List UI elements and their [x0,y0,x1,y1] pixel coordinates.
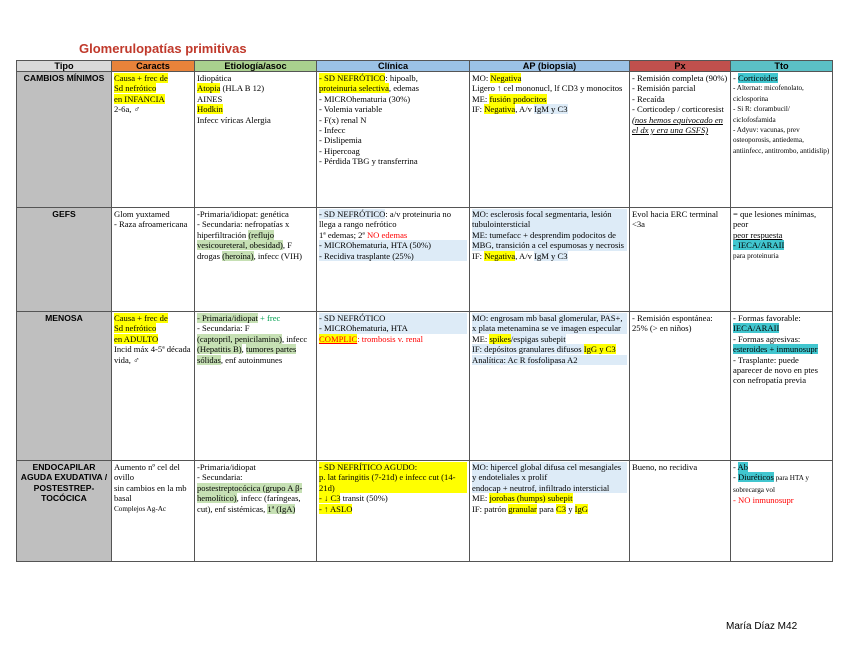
cell-text: Complejos Ag-Ac [114,504,167,513]
cell-text: - SD NEFRÓTICO [319,209,386,219]
cell-text: - MICROhematuria, HTA (50%) [319,240,467,250]
author-footer: María Díaz M42 [726,621,798,632]
cell-text: Analítica: Ac R fosfolipasa A2 [472,355,627,365]
cell-text: Glom yuxtamed [114,209,170,219]
cell-text: - Volemia variable [319,104,383,115]
cell-text: IF: patrón [472,503,509,514]
cell-text: 2-6a, ♂ [114,104,141,115]
cell-text: MO: engrosam mb basal glomerular, PAS+, x plata metenamina se ve imagen especular [472,313,627,334]
ap-cell [470,312,630,461]
table-row [17,312,833,461]
cell-text: tumores partes sólidas [197,344,297,365]
px-cell [630,461,731,562]
cell-text: + frec [257,313,281,323]
cell-text: AINES [197,93,223,104]
cell-text: - ↓ C3 [319,493,341,504]
cell-text: spikes [489,333,511,344]
header-tipo: Tipo [17,61,112,72]
table-row [17,461,833,562]
row-type-cell: MENOSA [17,312,112,461]
cell-text: - Recidiva trasplante (25%) [319,251,467,261]
cell-text: sin cambios en la mb basal [114,482,187,504]
cell-text: Incid máx 4-5ª década vida, ♂ [114,344,191,365]
caracts-cell [112,72,195,208]
cell-text: , [241,344,246,355]
cell-text: (captopril, penicilamina) [197,333,282,344]
cell-text: -Primaria/idiopat: genética [197,209,289,219]
cell-text: - Infecc [319,125,346,136]
cell-text: granular [508,503,537,514]
cell-text: - F(x) renal N [319,114,367,125]
header-caracts: Caracts [112,61,195,72]
cell-text: , F drogas [197,240,292,261]
cell-text: , enf autoinmunes [220,354,283,365]
table-row [17,208,833,312]
cell-text: - Pérdida TBG y transferrina [319,156,418,167]
cell-text: C3 [556,503,567,514]
cell-text: Evol hacia ERC terminal <3a [632,209,719,230]
cell-text: - IECA/ARAII [733,240,785,251]
cell-text: Bueno, no recidiva [632,462,698,472]
cell-text: en ADULTO [114,333,159,344]
cell-text: esteroides + inmunosupr [733,344,818,355]
cell-text: Aumento nº cel del ovillo [114,462,180,483]
ap-cell [470,208,630,312]
cell-text: - Si R: clorambucil/ ciclofosfamida [733,105,790,124]
header-etiologia: Etiología/asoc [195,61,317,72]
tto-cell: - Ab - Diuréticos para HTA y sobrecarga vol - NO inmunosupr [731,461,833,562]
glomerulopathy-table [16,60,833,562]
cell-text: p. lat faringitis (7-21d) e infecc cut (14-21d) [319,472,467,493]
row-type-cell: CAMBIOS MÍNIMOS [17,72,112,208]
row-type-cell: ENDOCAPILAR AGUDA EXUDATIVA / POSTESTREP-TOCÓCICA [17,461,112,562]
cell-text: ME: [472,93,490,104]
px-cell [630,72,731,208]
table-row [17,72,833,208]
cell-text: (heroína) [222,250,254,261]
ap-cell [470,72,630,208]
tto-cell [731,312,833,461]
tto-cell [731,208,833,312]
cell-text: Negativa [484,104,516,115]
caracts-cell [112,461,195,562]
cell-text: Infecc víricas Alergia [197,114,271,125]
cell-text: IF: depósitos granulares difusos [472,344,584,355]
cell-text: -Primaria/idiopat [197,462,256,472]
cell-text: y [566,503,575,514]
cell-text: NO edemas [366,229,408,240]
cell-text: ME: [472,333,490,344]
px-cell [630,312,731,461]
etiologia-cell [195,312,317,461]
cell-text: - Corticodep / corticoresist [632,104,724,115]
cell-text: - Secundaria: [197,472,243,483]
caracts-cell [112,312,195,461]
ap-cell [470,461,630,562]
cell-text: - Hipercoag [319,145,360,156]
cell-text: - Dislipemia [319,135,362,146]
header-px: Px [630,61,731,72]
cell-text: para HTA y sobrecarga vol [733,474,809,494]
cell-text: /espigas subepit [510,333,566,344]
cell-text: para [536,503,557,514]
header-ap: AP (biopsia) [470,61,630,72]
cell-text: , A/v [515,250,535,261]
caracts-cell [112,208,195,312]
cell-text: : trombosis v. renal [357,333,423,344]
cell-text: proteinuria selectiva [319,83,389,94]
cell-text: - SD NEFRÍTICO AGUDO: [319,462,467,472]
clinica-cell [317,461,470,562]
cell-text: - Primaria/idiopat [197,313,258,323]
etiologia-cell [195,461,317,562]
cell-text: Negativa [490,73,522,83]
cell-text: MO: esclerosis focal segmentaria, lesión tubulointersticial [472,209,627,230]
etiologia-cell [195,208,317,312]
cell-text: Diuréticos [738,472,774,483]
cell-text: IgG y C3 [583,344,616,355]
cell-text: - Remisión parcial [632,83,696,94]
cell-text: Causa + frec de [114,73,168,83]
cell-text: para proteinuria [733,251,779,260]
cell-text: - ↑ ASLO [319,503,353,514]
cell-text: , A/v [515,104,535,115]
cell-text: IgG [574,503,589,514]
header-row [17,61,833,72]
cell-text: COMPLIC [319,333,358,344]
cell-text: ME: [472,493,490,504]
cell-text: Sd nefrótico [114,83,157,94]
clinica-cell [317,312,470,461]
cell-text: = que lesiones mínimas, peor [733,209,817,230]
cell-text: IECA/ARAII [733,323,780,334]
cell-text: - Recaída [632,93,665,104]
cell-text: IF: [472,104,485,115]
cell-text: IgM y C3 [534,250,568,261]
cell-text: Corticoides [738,73,778,83]
cell-text: fusión podocitos [489,93,547,104]
cell-text: - MICROhematuria, HTA [319,323,467,333]
header-tto: Tto [731,61,833,72]
cell-text: IgM y C3 [534,104,568,115]
cell-text: Atopia [197,83,221,94]
clinica-cell [317,72,470,208]
cell-text: Negativa [484,250,516,261]
cell-text: IF: [472,250,485,261]
cell-text: postestreptocócica (grupo A β-hemolítico) [197,482,303,504]
cell-text: - Secundaria: nefropatías x hiperfiltración [197,219,290,240]
clinica-cell [317,208,470,312]
cell-text: jorobas (humps) subepit [489,493,573,504]
row-type-cell: GEFS [17,208,112,312]
cell-text: MO: [472,73,491,83]
cell-text: 1ª (IgA) [267,503,296,514]
cell-text: (HLA B 12) [220,83,265,94]
cell-text: Ligero ↑ cel mononucl, lf CD3 y monocitos [472,83,623,94]
cell-text: (nos hemos equivocado en el dx y era una GSFS) [632,114,723,136]
cell-text: endocap + neutrof, infiltrado intersticial [472,483,627,493]
cell-text: - Remisión espontánea: 25% (> en niños) [632,313,713,334]
cell-text: - Alternat: micofenolato, ciclosporina [733,84,804,103]
cell-text: Causa + frec de [114,313,168,323]
cell-text: peor respuesta [733,229,783,240]
px-cell [630,208,731,312]
cell-text: - Secundaria: F [197,323,250,334]
cell-text: : a/v proteinuria no llega a rango nefrótico [319,209,452,230]
cell-text: - Adyuv: vacunas, prev osteoporosis, antiedema, antiinfecc, antitrombo, antidislip) [733,126,830,155]
cell-text: (Hepatitis B) [197,344,242,355]
cell-text: - Trasplante: puede aparecer de novo en ptes con nefropatía previa [733,354,818,386]
cell-text: - SD NEFRÓTICO [319,73,386,83]
cell-text: - Formas agresivas: [733,333,801,344]
cell-text: Sd nefrótico [114,323,157,334]
cell-text: - Formas favorable: [733,313,801,323]
cell-text: , infecc (VIH) [253,250,303,261]
cell-text: - Raza afroamericana [114,219,188,230]
cell-text: , infecc (faríngeas, cut), enf sistémicas, [197,493,301,514]
cell-text: ME: tumefacc + desprendim podocitos de MBG, transición a cel espumosas y necrosis [472,230,627,251]
cell-text: - Remisión completa (90%) [632,73,728,83]
cell-text: Hodkin [197,104,223,115]
cell-text: en INFANCIA [114,93,165,104]
header-clinica: Clínica [317,61,470,72]
cell-text: transit (50%) [340,493,388,504]
cell-text: (reflujo vesicoureteral, obesidad) [197,229,283,251]
cell-text: Idiopática [197,73,232,83]
tto-cell: - Corticoides - Alternat: micofenolato, ciclosporina - Si R: clorambucil/ ciclofosfamida - Adyuv: vacunas, prev osteoporosis, antiedema, antiinfecc, antitrombo, antidislip) [731,72,833,208]
cell-text: 1ª edemas; 2ª [319,229,367,240]
cell-text: , edemas [388,83,419,94]
document-title: Glomerulopatías primitivas [79,41,247,56]
etiologia-cell [195,72,317,208]
cell-text: : hipoalb, [385,73,418,83]
cell-text: , infecc [281,333,308,344]
cell-text: - MICROhematuria (30%) [319,93,411,104]
cell-text: Ab [737,462,749,472]
cell-text: MO: hipercel global difusa cel mesangiales y endoteliales x prolif [472,462,627,483]
cell-text: - NO inmunosupr [733,495,794,506]
cell-text: - SD NEFRÓTICO [319,313,467,323]
